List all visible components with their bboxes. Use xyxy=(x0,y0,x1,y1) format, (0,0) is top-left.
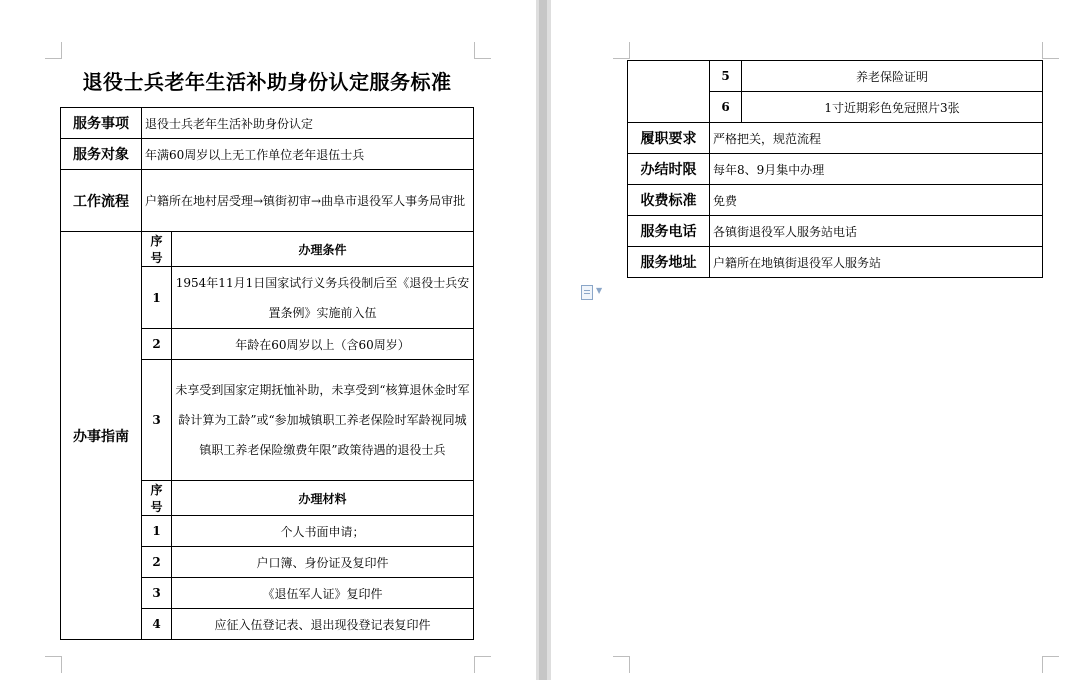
page-separator xyxy=(536,0,551,680)
page-corner-mark xyxy=(474,656,491,673)
condition-num: 2 xyxy=(142,329,172,360)
table-row xyxy=(61,139,474,170)
material-text[interactable]: 养老保险证明 xyxy=(742,61,1043,92)
table-row xyxy=(628,61,1043,92)
service-item-value[interactable]: 退役士兵老年生活补助身份认定 xyxy=(142,108,474,139)
workflow-value[interactable]: 户籍所在地村居受理→镇街初审→曲阜市退役军人事务局审批 xyxy=(142,170,474,232)
document-page-left xyxy=(0,0,536,680)
material-text[interactable]: 户口簿、身份证及复印件 xyxy=(172,547,474,578)
table-row xyxy=(628,185,1043,216)
material-text[interactable]: 应征入伍登记表、退出现役登记表复印件 xyxy=(172,609,474,640)
table-row xyxy=(61,232,474,267)
table-row xyxy=(61,108,474,139)
service-target-label: 服务对象 xyxy=(61,139,142,170)
material-num: 3 xyxy=(142,578,172,609)
phone-value[interactable]: 各镇街退役军人服务站电话 xyxy=(710,216,1043,247)
page-corner-mark xyxy=(613,656,630,673)
condition-num: 1 xyxy=(142,267,172,329)
materials-header-title: 办理材料 xyxy=(172,481,474,516)
conditions-header-num: 序号 xyxy=(142,232,172,267)
material-num: 5 xyxy=(710,61,742,92)
material-num: 6 xyxy=(710,92,742,123)
service-target-value[interactable]: 年满60周岁以上无工作单位老年退伍士兵 xyxy=(142,139,474,170)
condition-text[interactable]: 1954年11月1日国家试行义务兵役制后至《退役士兵安置条例》实施前入伍 xyxy=(172,267,474,329)
workflow-label: 工作流程 xyxy=(61,170,142,232)
deadline-label: 办结时限 xyxy=(628,154,710,185)
fee-label: 收费标准 xyxy=(628,185,710,216)
material-num: 4 xyxy=(142,609,172,640)
fee-value[interactable]: 免费 xyxy=(710,185,1043,216)
condition-text[interactable]: 年龄在60周岁以上（含60周岁） xyxy=(172,329,474,360)
material-text[interactable]: 1寸近期彩色免冠照片3张 xyxy=(742,92,1043,123)
table-row xyxy=(628,154,1043,185)
paste-options-icon[interactable] xyxy=(581,285,593,300)
table-row xyxy=(628,123,1043,154)
duty-label: 履职要求 xyxy=(628,123,710,154)
conditions-header-title: 办理条件 xyxy=(172,232,474,267)
service-item-label: 服务事项 xyxy=(61,108,142,139)
address-label: 服务地址 xyxy=(628,247,710,278)
phone-label: 服务电话 xyxy=(628,216,710,247)
table-row xyxy=(628,247,1043,278)
materials-header-num: 序号 xyxy=(142,481,172,516)
table-row xyxy=(61,170,474,232)
page-corner-mark xyxy=(1042,42,1059,59)
material-text[interactable]: 个人书面申请； xyxy=(172,516,474,547)
service-standard-table-continued xyxy=(627,60,1043,278)
duty-value[interactable]: 严格把关，规范流程 xyxy=(710,123,1043,154)
guide-label: 办事指南 xyxy=(61,232,142,640)
material-num: 1 xyxy=(142,516,172,547)
chevron-down-icon[interactable]: ▼ xyxy=(596,286,603,295)
page-corner-mark xyxy=(45,42,62,59)
table-row xyxy=(628,216,1043,247)
material-num: 2 xyxy=(142,547,172,578)
page-corner-mark xyxy=(1042,656,1059,673)
address-value[interactable]: 户籍所在地镇街退役军人服务站 xyxy=(710,247,1043,278)
page-corner-mark xyxy=(45,656,62,673)
condition-text[interactable]: 未享受到国家定期抚恤补助，未享受到“核算退休金时军龄计算为工龄”或“参加城镇职工养老保险时军龄视同城镇职工养老保险缴费年限”政策待遇的退役士兵 xyxy=(172,360,474,481)
material-text[interactable]: 《退伍军人证》复印件 xyxy=(172,578,474,609)
page-corner-mark xyxy=(613,42,630,59)
document-title[interactable]: 退役士兵老年生活补助身份认定服务标准 xyxy=(82,70,452,94)
page-corner-mark xyxy=(474,42,491,59)
service-standard-table xyxy=(60,107,474,640)
deadline-value[interactable]: 每年8、9月集中办理 xyxy=(710,154,1043,185)
guide-continued-cell xyxy=(628,61,710,123)
condition-num: 3 xyxy=(142,360,172,481)
